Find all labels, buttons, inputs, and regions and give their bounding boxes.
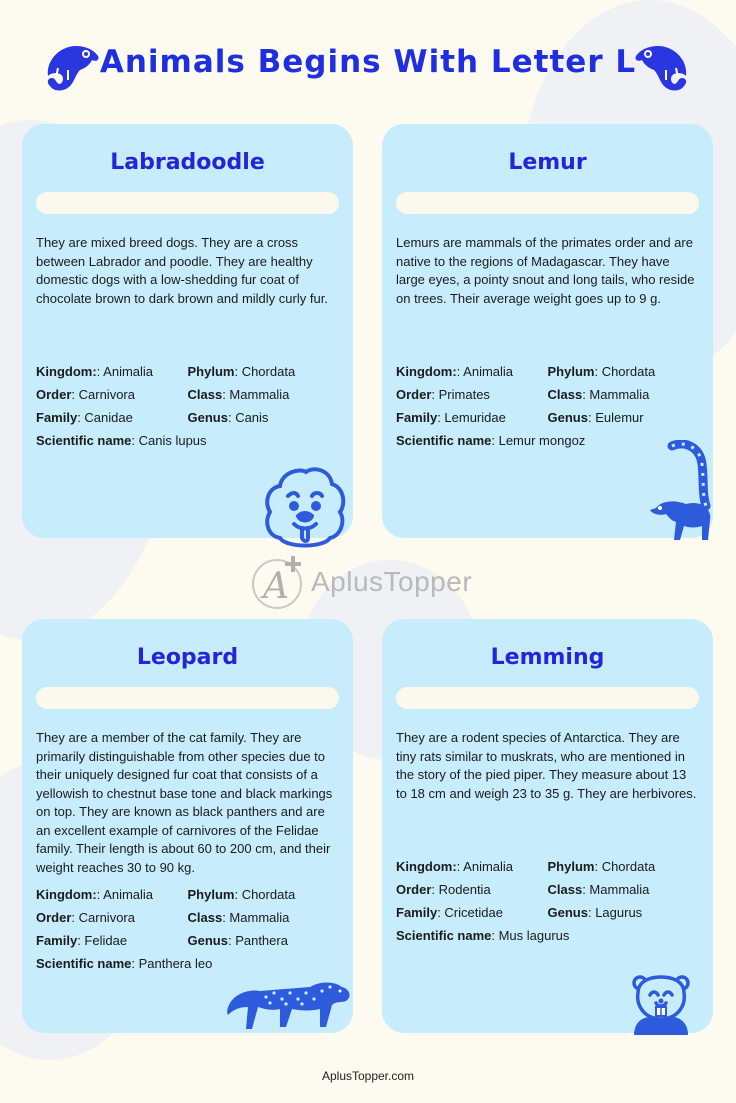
card-lemur	[382, 124, 713, 538]
card-divider-pill	[396, 687, 699, 709]
classification-facts: Kingdom:: Animalia Phylum: Chordata Order: Rodentia Class: Mammalia Family: Cricetidae Genus: Lagurus Scientific name: Mus lagurus	[396, 859, 656, 943]
card-leopard	[22, 619, 353, 1033]
lemur-icon	[646, 440, 718, 546]
logo-text: AplusTopper	[311, 566, 473, 597]
footer-site-name: AplusTopper.com	[321, 1069, 415, 1083]
card-divider-pill	[396, 192, 699, 214]
card-title: Lemming	[490, 645, 605, 670]
card-title: Labradoodle	[110, 150, 265, 175]
svg-text:A: A	[263, 566, 289, 607]
page-title: Animals Begins With Letter L	[99, 44, 637, 80]
card-description: They are a member of the cat family. They are primarily distinguishable from other species due to their uniquely designed fur coat that consists of a yellowish to chestnut base tone and black markings on top. They are known as black panthers and are an excellent example of carnivores of the Felidae family. Their length is about 60 to 200 cm, and their weight reaches 30 to 90 kg.	[36, 730, 333, 875]
card-description: They are a rodent species of Antarctica. They are tiny rats similar to muskrats, who are mentioned in the story of the pied piper. They measure about 13 to 18 cm and weigh 23 to 35 g. They are herbivores.	[396, 730, 697, 801]
card-title: Leopard	[136, 645, 239, 670]
classification-facts: Kingdom:: Animalia Phylum: Chordata Order: Carnivora Class: Mammalia Family: Felidae Genus: Panthera Scientific name: Panthera leo	[36, 887, 296, 971]
leopard-icon	[226, 973, 354, 1031]
card-divider-pill	[36, 687, 339, 709]
card-lemming	[382, 619, 713, 1033]
card-title: Lemur	[508, 150, 587, 175]
card-labradoodle	[22, 124, 353, 538]
classification-facts: Kingdom:: Animalia Phylum: Chordata Order: Primates Class: Mammalia Family: Lemuridae Genus: Eulemur Scientific name: Lemur mongoz	[396, 364, 656, 448]
aplustopper-logo	[249, 552, 489, 612]
card-divider-pill	[36, 192, 339, 214]
lemming-icon	[628, 973, 694, 1039]
card-description: Lemurs are mammals of the primates order and are native to the regions of Madagascar. They have large eyes, a pointy snout and long tails, who reside on trees. Their average weight goes up to 9 g.	[396, 235, 695, 306]
classification-facts: Kingdom:: Animalia Phylum: Chordata Order: Carnivora Class: Mammalia Family: Canidae Genus: Canis Scientific name: Canis lupus	[36, 364, 296, 448]
card-description: They are mixed breed dogs. They are a cross between Labrador and poodle. They are healthy domestic dogs with a low-shedding fur coat of chocolate brown to dark brown and mildly curly fur.	[36, 235, 328, 306]
dog-face-icon	[260, 466, 350, 552]
logo-mark-icon	[249, 552, 309, 612]
